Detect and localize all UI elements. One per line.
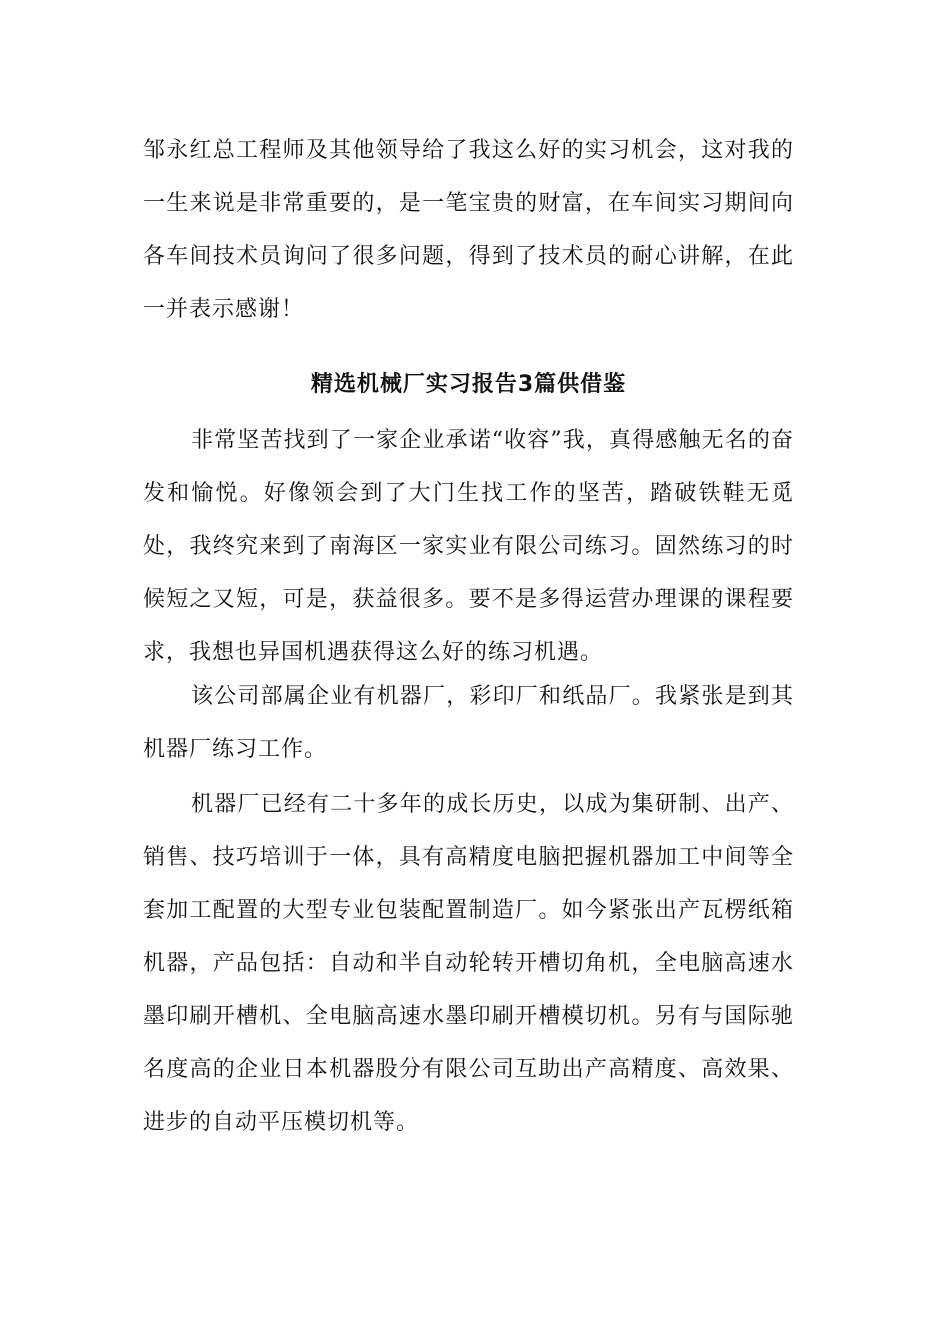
section-heading: 精选机械厂实习报告3篇供借鉴 (310, 372, 627, 397)
body-paragraph-2: 该公司部属企业有机器厂，彩印厂和纸品厂。我紧张是到其机器厂练习工作。 (143, 684, 794, 762)
body-paragraph-1: 非常坚苦找到了一家企业承诺“收容”我，真得感触无名的奋发和愉悦。好像领会到了大门生找工作的坚苦，踏破铁鞋无觅处，我终究来到了南海区一家实业有限公司练习。固然练习的时候短之又短，可是，获益很多。要不是多得运营办理课的课程要求，我想也异国机遇获得这么好的练习机遇。 (143, 428, 794, 665)
continued-paragraph: 邹永红总工程师及其他领导给了我这么好的实习机会，这对我的一生来说是非常重要的，是一笔宝贵的财富，在车间实习期间向各车间技术员询问了很多问题，得到了技术员的耐心讲解，在此一并表示感谢！ (143, 138, 794, 322)
body-paragraph-3: 机器厂已经有二十多年的成长历史，以成为集研制、出产、销售、技巧培训于一体，具有高精度电脑把握机器加工中间等全套加工配置的大型专业包装配置制造厂。如今紧张出产瓦楞纸箱机器，产品包括：自动和半自动轮转开槽切角机，全电脑高速水墨印刷开槽机、全电脑高速水墨印刷开槽模切机。另有与国际驰名度高的企业日本机器股分有限公司互助出产高精度、高效果、进步的自动平压模切机等。 (143, 792, 794, 1135)
